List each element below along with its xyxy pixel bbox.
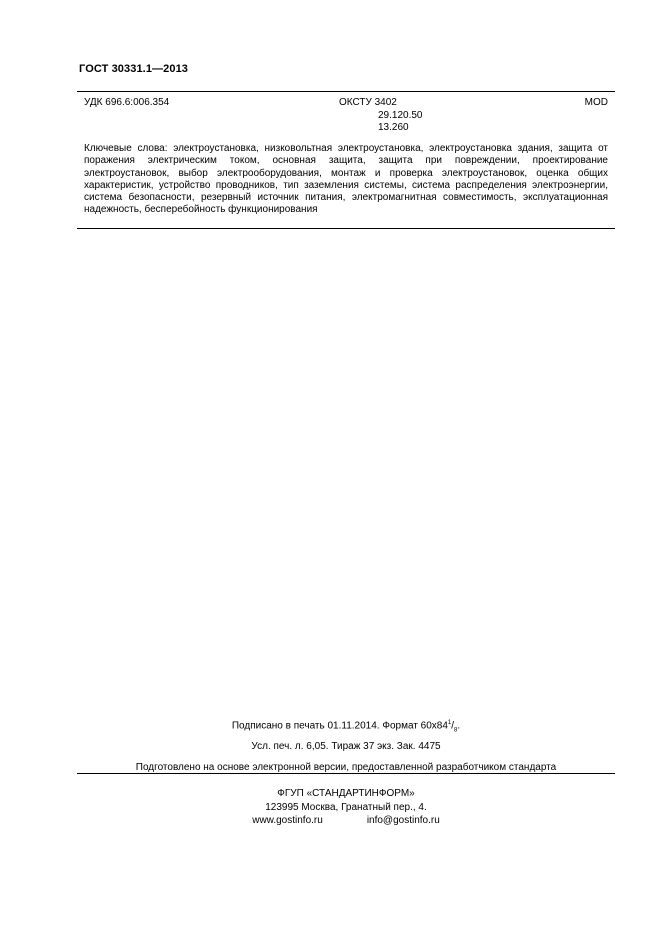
publisher-email: info@gostinfo.ru	[366, 815, 440, 826]
mod-marker: MOD	[584, 97, 608, 108]
oksty-code: 29.120.50	[378, 109, 423, 121]
oksty-code: 13.260	[378, 122, 409, 133]
publisher-name: ФГУП «СТАНДАРТИНФОРМ»	[277, 788, 415, 799]
publisher-contacts	[77, 814, 615, 828]
udk-code: УДК 696.6:006.354	[84, 97, 170, 108]
classification-row	[84, 97, 608, 137]
top-rule	[77, 91, 615, 92]
publisher-address: 123995 Москва, Гранатный пер., 4.	[265, 801, 427, 813]
imprint-rule	[77, 773, 615, 774]
oksty-codes	[378, 110, 423, 135]
format-numerator: 1	[447, 720, 452, 726]
format-denominator: 8	[454, 727, 458, 734]
keywords-bottom-rule	[77, 228, 615, 229]
document-code: ГОСТ 30331.1—2013	[79, 63, 189, 75]
publisher-website: www.gostinfo.ru	[252, 815, 323, 826]
signed-end: .	[457, 720, 461, 732]
oksty-label: ОКСТУ 3402	[339, 97, 397, 108]
signed-text: Подписано в печать 01.11.2014. Формат 60х84	[231, 720, 448, 732]
print-info-line: Усл. печ. л. 6,05. Тираж 37 экз. Зак. 4475	[251, 741, 441, 752]
signed-line	[77, 720, 615, 733]
prepared-note: Подготовлено на основе электронной версии, предоставленной разработчиком стандарта	[135, 762, 557, 773]
format-slash: /	[451, 720, 455, 732]
keywords-paragraph: Ключевые слова: электроустановка, низковольтная электроустановка, электроустановка здания, защита от поражения электрическим током, основная защита, защита при повреждении, проектирование электроустановок, выбор электрооборудования, монтаж и проверка электроустановок, оценка общих характеристик, устройство проводников, тип заземления системы, система распределения электроэнергии, система безопасности, резервный источник питания, электромагнитная совместимость, эксплуатационная надежность, бесперебойность функционирования	[84, 143, 608, 216]
publisher-block	[77, 787, 615, 828]
